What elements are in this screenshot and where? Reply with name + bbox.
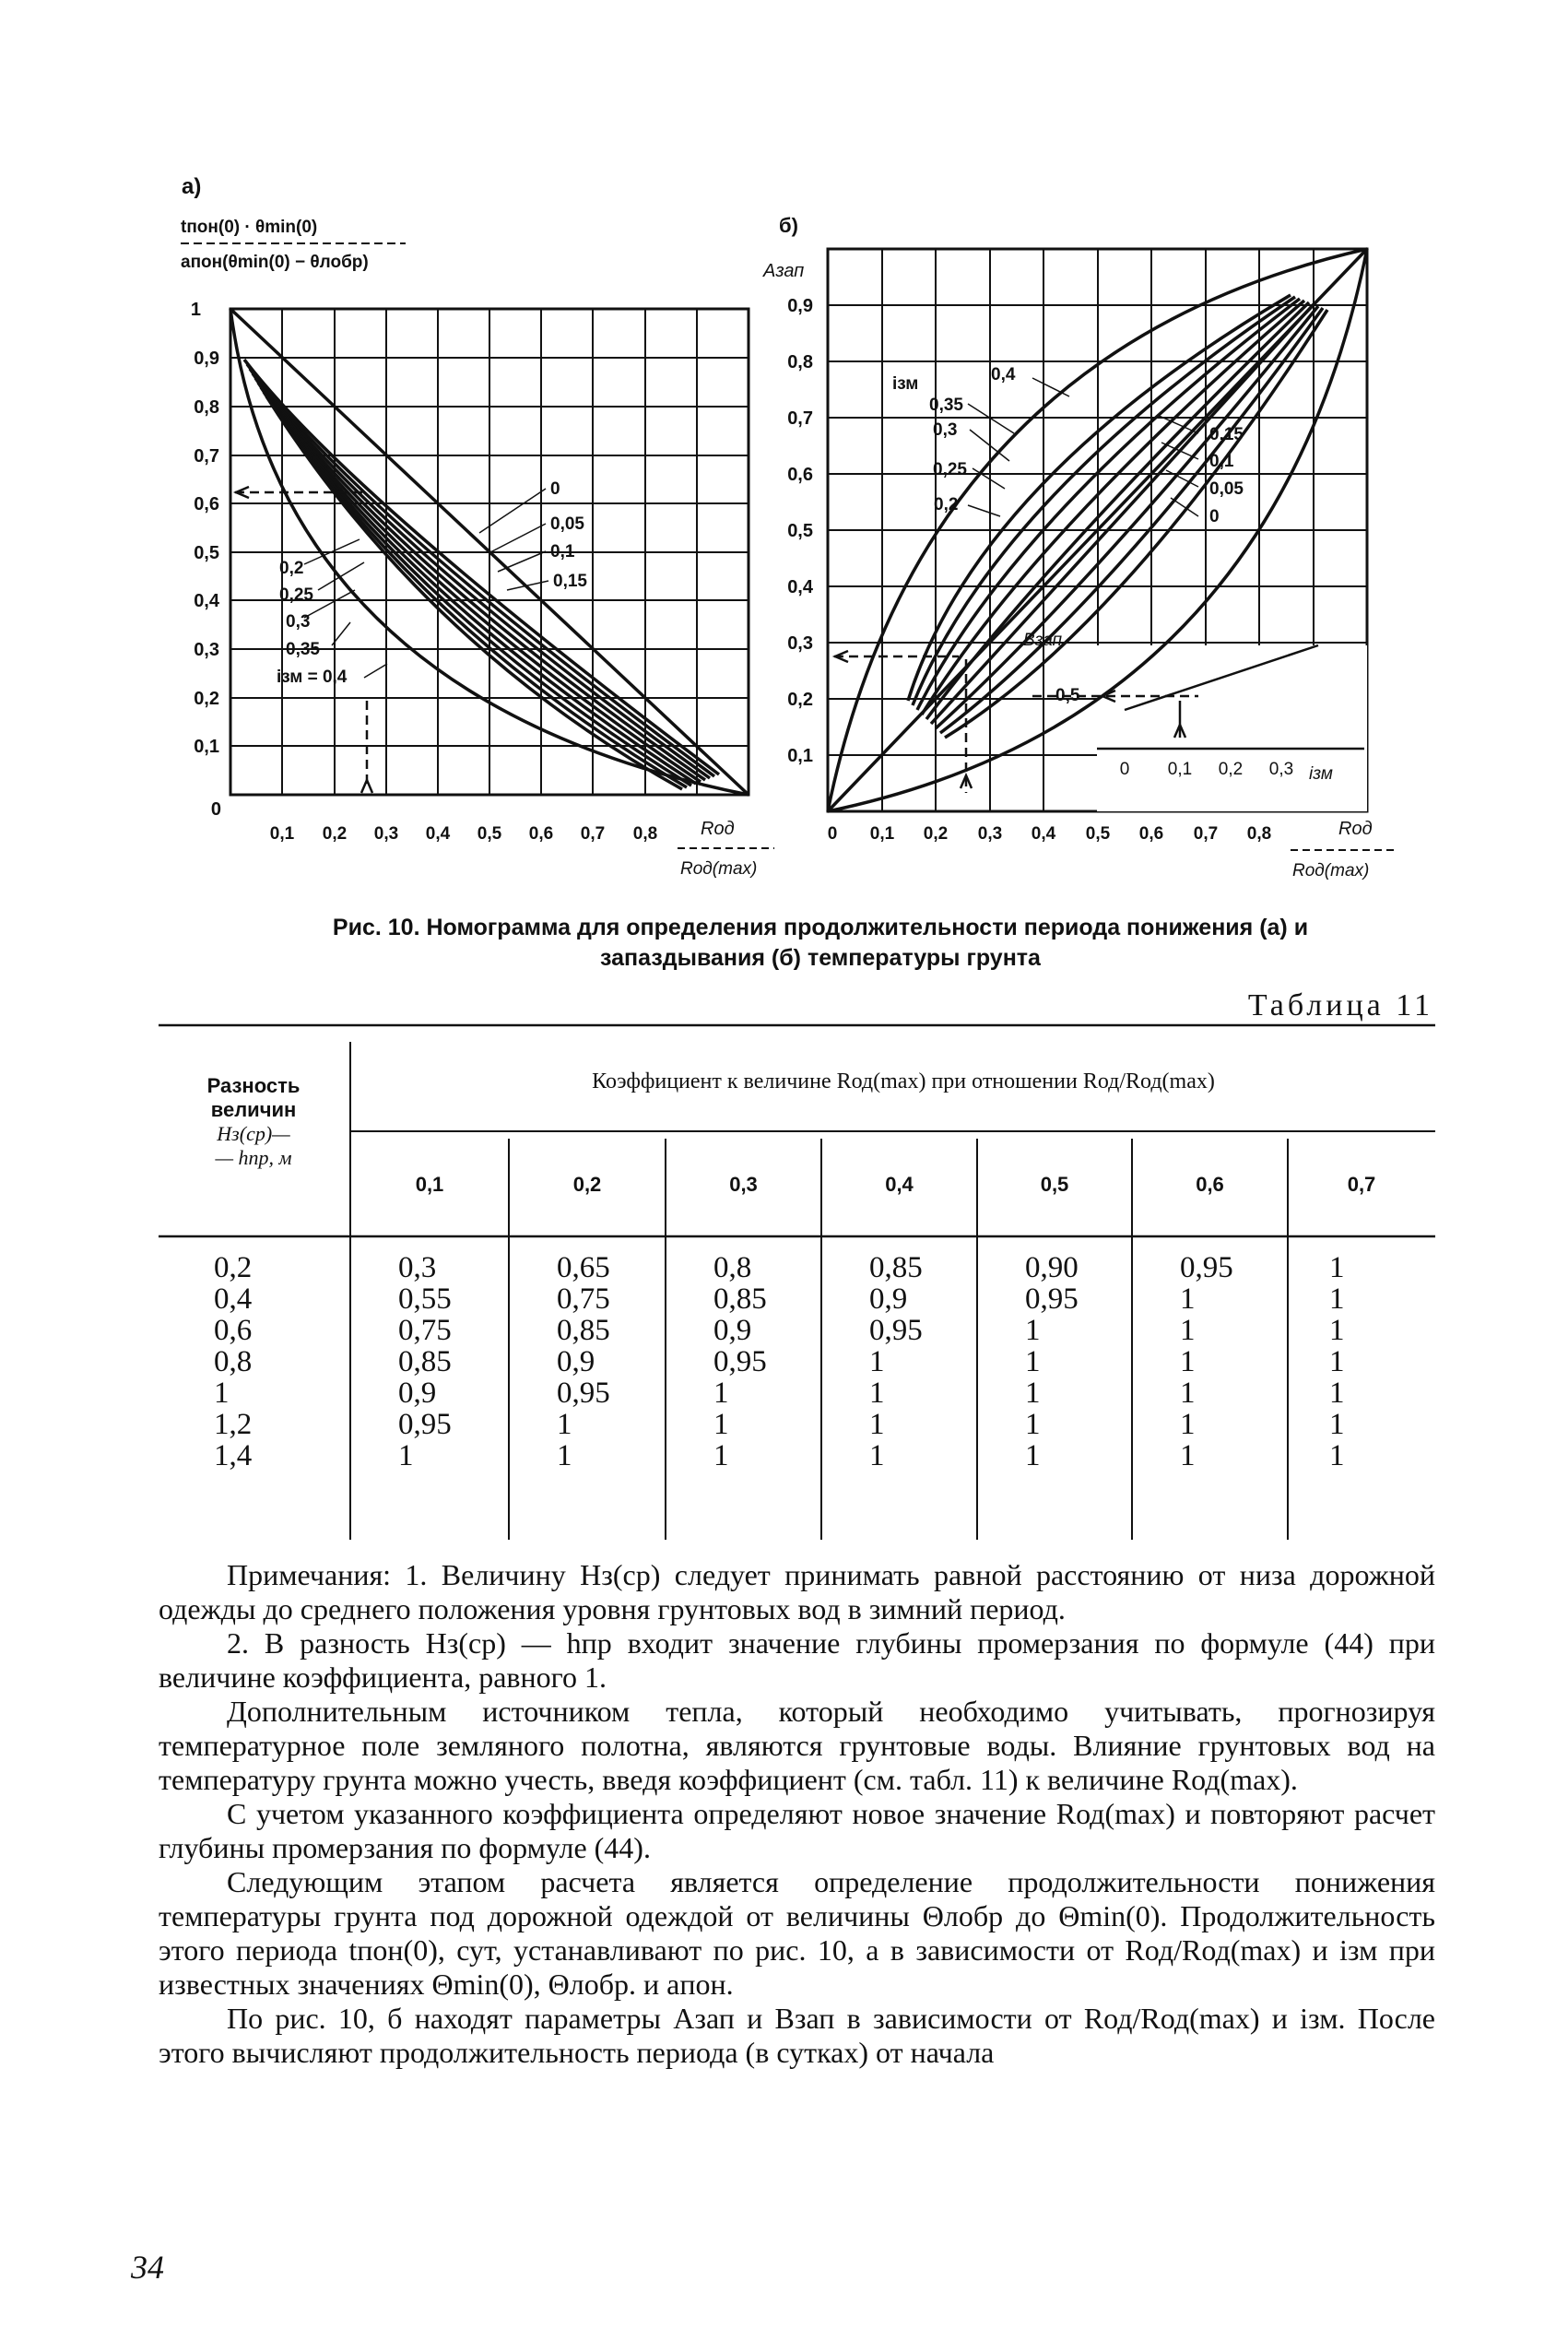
y-tick: 0,9 [787, 296, 813, 316]
y-tick: 0,5 [787, 521, 813, 541]
table-cell: 1 [1180, 1282, 1196, 1316]
table-cell-h: 0,6 [214, 1314, 253, 1347]
y-tick: 1 [190, 300, 201, 320]
page-number: 34 [131, 2249, 164, 2286]
table-cell: 1 [557, 1408, 572, 1441]
paragraph: По рис. 10, б находят параметры Aзап и Bзап в зависимости от Rод/Rод(max) и iзм. После этого вычисляют продолжительность периода (в сутках) от начала [159, 2002, 1435, 2069]
paragraph: Дополнительным источником тепла, который необходимо учитывать, прогнозируя температурное поле земляного полотна, являются грунтовые воды. Влияние грунтовых вод на температуру грунта можно учесть, введя коэффициент (см. табл. 11) к величине Rод(max). [159, 1695, 1435, 1796]
table-cell: 1 [1025, 1377, 1041, 1410]
x-tick: 0,6 [528, 824, 554, 844]
y-tick: 0,8 [787, 352, 813, 372]
y-tick: 0,1 [787, 746, 813, 766]
table-cell: 1 [713, 1439, 729, 1472]
panel-b-inset-xlabel: iзм [1309, 764, 1333, 784]
table-cell: 1 [557, 1439, 572, 1472]
table-cell: 0,95 [1180, 1251, 1233, 1284]
table-row [159, 1315, 1435, 1346]
y-tick: 0,4 [194, 591, 219, 611]
x-tick: 0,6 [1138, 824, 1164, 844]
y-tick: 0,1 [194, 737, 219, 757]
y-tick: 0,6 [194, 494, 219, 514]
table-cell: 0,75 [398, 1314, 452, 1347]
row-header-line: — hпр, м [215, 1146, 292, 1169]
x-tick: 0,4 [1031, 824, 1056, 844]
table-cell: 0,9 [869, 1282, 908, 1316]
curve-label: 0 [550, 479, 560, 499]
table-cell: 0,85 [713, 1282, 767, 1316]
table-cell: 0,90 [1025, 1251, 1079, 1284]
inset-tick: 0,2 [1218, 760, 1244, 779]
curve-label: 0,2 [279, 559, 304, 578]
column-header: 0,1 [415, 1173, 444, 1196]
y-tick: 0,7 [787, 408, 813, 429]
x-tick: 0,5 [1085, 824, 1111, 844]
table-row [159, 1440, 1435, 1471]
curve-label: 0,4 [991, 365, 1016, 384]
panel-b-xlabel-top: Rод [1338, 819, 1373, 839]
table-cell: 0,85 [557, 1314, 610, 1347]
table-cell: 1 [1180, 1408, 1196, 1441]
y-tick: 0,3 [787, 633, 813, 654]
curve-label: 0,15 [553, 572, 587, 591]
table-row [159, 1252, 1435, 1283]
column-header: 0,4 [885, 1173, 914, 1196]
paragraph: Следующим этапом расчета является определение продолжительности понижения температуры грунта под дорожной одеждой от величины Θлобр до Θmin(0). Продолжительность этого периода tпон(0), сут, устанавливают по рис. 10, а в зависимости от Rод/Rод(max) и iзм при известных значениях Θmin(0), Θлобр. и aпон. [159, 1865, 1435, 2001]
table-cell-h: 0,4 [214, 1282, 253, 1316]
table-cell: 0,55 [398, 1282, 452, 1316]
curve-label: 0,2 [934, 495, 959, 514]
inset-tick: 0,1 [1167, 760, 1193, 779]
column-header: 0,7 [1347, 1173, 1376, 1196]
table-cell-h: 1,4 [214, 1439, 253, 1472]
table-cell: 1 [398, 1439, 414, 1472]
x-tick: 0,8 [1246, 824, 1272, 844]
table-cell: 1 [1180, 1345, 1196, 1378]
column-header: 0,3 [729, 1173, 758, 1196]
table-cell: 0,95 [1025, 1282, 1079, 1316]
table-cell: 1 [1329, 1377, 1345, 1410]
panel-b-ylabel: Aзап [763, 261, 805, 281]
y-tick: 0,5 [194, 543, 219, 563]
curve-label: 0,35 [286, 640, 320, 659]
table-cell: 0,95 [398, 1408, 452, 1441]
y-tick: 0,9 [194, 349, 219, 369]
y-tick: 0,2 [194, 689, 219, 709]
table-cell: 1 [1025, 1345, 1041, 1378]
curve-label: iзм = 0,4 [277, 668, 348, 687]
table-cell: 0,85 [869, 1251, 923, 1284]
table-cell: 0,3 [398, 1251, 437, 1284]
panel-b-label: б) [779, 214, 798, 237]
x-tick: 0 [827, 824, 838, 844]
panel-b-b-label: Bзап [1023, 631, 1063, 650]
table-cell: 1 [869, 1377, 885, 1410]
row-header-line: величин [210, 1098, 297, 1121]
x-tick: 0,4 [425, 824, 451, 844]
curve-label: 0,35 [929, 396, 963, 415]
table-cell: 0,9 [713, 1314, 752, 1347]
table-cell-h: 1 [214, 1377, 230, 1410]
table-cell: 1 [869, 1345, 885, 1378]
table-cell: 0,85 [398, 1345, 452, 1378]
curve-label: 0,25 [933, 460, 967, 479]
table-row [159, 1409, 1435, 1440]
y-tick: 0,8 [194, 397, 219, 418]
table-cell: 1 [1180, 1377, 1196, 1410]
table-cell-h: 0,2 [214, 1251, 253, 1284]
curve-label: 0,3 [933, 420, 958, 440]
curve-label: 0,3 [286, 612, 311, 632]
table-cell: 1 [1025, 1439, 1041, 1472]
table-cell: 1 [1025, 1314, 1041, 1347]
panel-b-xlabel-bottom: Rод(max) [1292, 861, 1370, 880]
y-tick: 0 [210, 799, 221, 820]
panel-a-label: а) [182, 174, 202, 199]
column-header: 0,2 [572, 1173, 602, 1196]
caption-line-2: запаздывания (б) температуры грунта [600, 945, 1041, 971]
x-tick: 0,2 [923, 824, 949, 844]
table-cell: 0,75 [557, 1282, 610, 1316]
caption-line-1: Рис. 10. Номограмма для определения продолжительности периода понижения (а) и [332, 915, 1309, 940]
paragraph-note-1: Примечания: 1. Величину Hз(ср) следует принимать равной расстоянию от низа дорожной одежды до среднего положения уровня грунтовых вод в зимний период. [159, 1558, 1435, 1625]
table-cell-h: 0,8 [214, 1345, 253, 1378]
x-tick: 0,1 [869, 824, 895, 844]
x-tick: 0,3 [373, 824, 399, 844]
body-text [159, 1558, 1435, 2070]
curve-label: 0,15 [1209, 425, 1244, 444]
curve-label: 0,25 [279, 585, 313, 605]
table-cell: 0,8 [713, 1251, 752, 1284]
table-row-header [166, 1074, 341, 1170]
panel-a-xlabel-top: Rод [701, 819, 735, 839]
row-header-line: Разность [206, 1074, 301, 1097]
table-cell: 0,95 [557, 1377, 610, 1410]
column-header: 0,5 [1040, 1173, 1069, 1196]
column-header: 0,6 [1196, 1173, 1224, 1196]
table-cell: 0,95 [869, 1314, 923, 1347]
table-cell: 0,65 [557, 1251, 610, 1284]
x-tick: 0,7 [580, 824, 606, 844]
table-cell: 1 [1329, 1251, 1345, 1284]
table-cell: 0,95 [713, 1345, 767, 1378]
x-tick: 0,1 [269, 824, 295, 844]
x-tick: 0,3 [977, 824, 1003, 844]
table-row [159, 1346, 1435, 1377]
y-tick: 0,3 [194, 640, 219, 660]
table-cell: 1 [713, 1377, 729, 1410]
table-cell: 1 [1180, 1439, 1196, 1472]
table-cell: 1 [869, 1408, 885, 1441]
curve-label: 0,05 [550, 514, 584, 534]
table-cell: 0,9 [398, 1377, 437, 1410]
paragraph: С учетом указанного коэффициента определяют новое значение Rод(max) и повторяют расчет глубины промерзания по формуле (44). [159, 1797, 1435, 1864]
table-cell: 1 [1180, 1314, 1196, 1347]
curve-label: 0,1 [550, 542, 575, 561]
table-cell: 1 [1329, 1439, 1345, 1472]
x-tick: 0,7 [1193, 824, 1219, 844]
table-cell: 1 [1329, 1408, 1345, 1441]
curve-label: 0 [1209, 507, 1220, 526]
panel-b-b-value: 0,5 [1055, 686, 1080, 705]
table-cell: 1 [1025, 1408, 1041, 1441]
table-row [159, 1377, 1435, 1409]
x-tick: 0,2 [322, 824, 348, 844]
curve-label: iзм [892, 374, 919, 394]
y-tick: 0,6 [787, 465, 813, 485]
row-header-line: Hз(ср)— [217, 1122, 290, 1145]
table-row [159, 1283, 1435, 1315]
inset-tick: 0,3 [1268, 760, 1294, 779]
table-cell: 1 [869, 1439, 885, 1472]
table-cell: 1 [1329, 1282, 1345, 1316]
table-title: Таблица 11 [1247, 988, 1433, 1022]
panel-a-ylabel-bottom: aпон(θmin(0) − θлобр) [181, 253, 369, 272]
curve-label: 0,1 [1209, 452, 1234, 471]
curve-label: 0,05 [1209, 479, 1244, 499]
panel-a-ylabel-top: tпон(0) · θmin(0) [181, 218, 318, 237]
table-cell: 1 [713, 1408, 729, 1441]
table-cell: 1 [1329, 1345, 1345, 1378]
y-tick: 0,2 [787, 690, 813, 710]
x-tick: 0,5 [477, 824, 502, 844]
y-tick: 0,7 [194, 446, 219, 467]
table-cell: 1 [1329, 1314, 1345, 1347]
table-cell: 0,9 [557, 1345, 595, 1378]
table-cell-h: 1,2 [214, 1408, 253, 1441]
panel-a-xlabel-bottom: Rод(max) [680, 859, 758, 879]
paragraph-note-2: 2. В разность Hз(ср) — hпр входит значение глубины промерзания по формуле (44) при величине коэффициента, равного 1. [159, 1626, 1435, 1694]
y-tick: 0,4 [787, 577, 813, 597]
x-tick: 0,8 [632, 824, 658, 844]
inset-tick: 0 [1119, 760, 1130, 779]
table-group-header: Коэффициент к величине Rод(max) при отношении Rод/Rод(max) [592, 1070, 1215, 1093]
